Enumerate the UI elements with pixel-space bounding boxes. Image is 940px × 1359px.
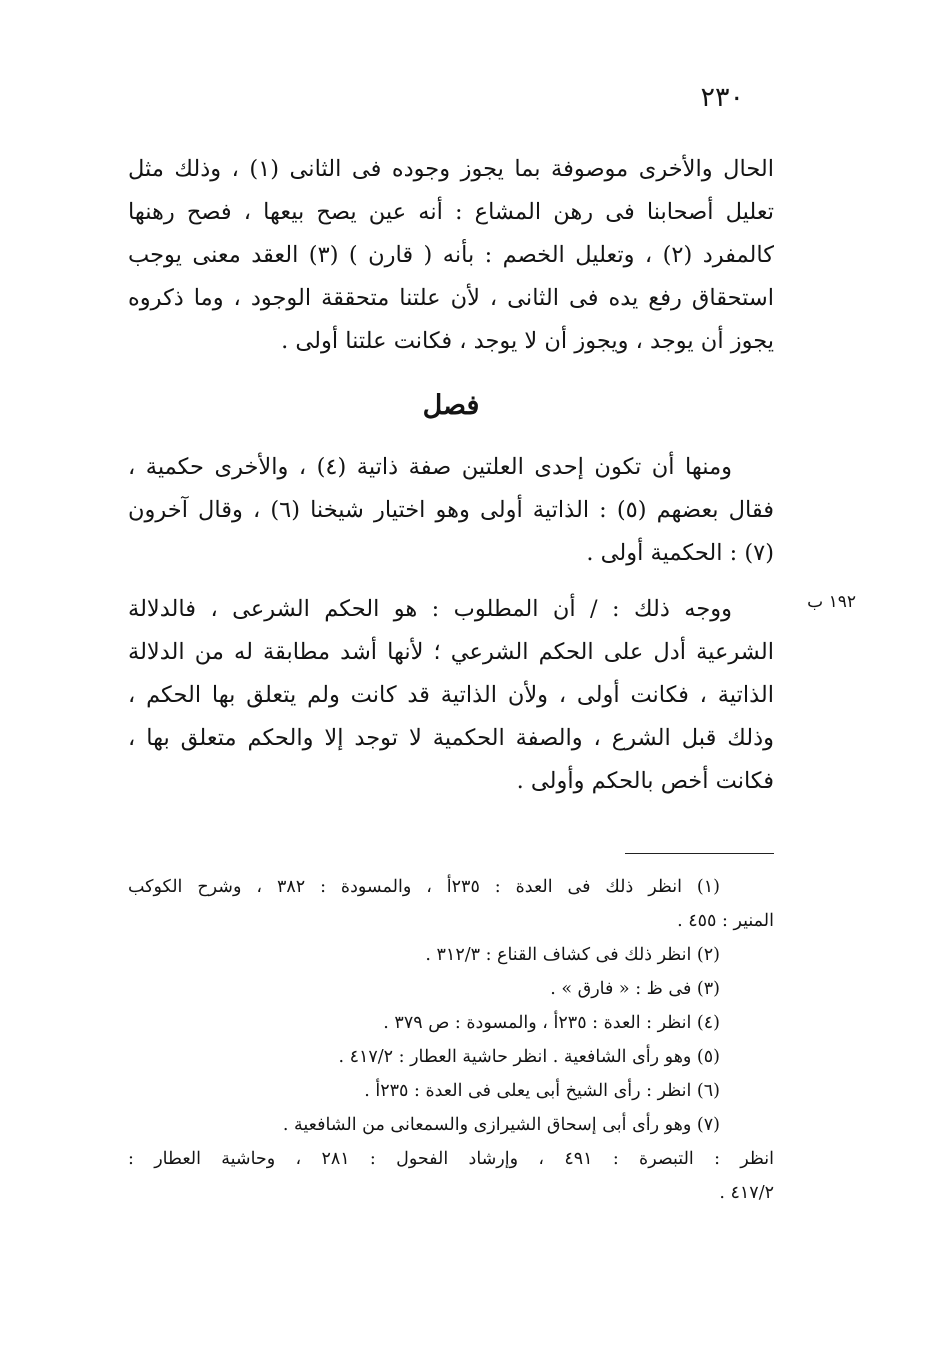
footnote-1 [128, 870, 774, 904]
footnote-5: (٥) وهو رأى الشافعية . انظر حاشية العطار : ٤١٧/٢ . [338, 1047, 720, 1067]
paragraph-2 [128, 446, 774, 575]
footnote-4: (٤) انظر : العدة : ٢٣٥أ ، والمسودة : ص ٣٧٩ . [383, 1013, 720, 1033]
page-number: ٢٣٠ [700, 82, 744, 113]
paragraph-3 [128, 588, 774, 803]
footnote-7: (٧) وهو رأى أبى إسحاق الشيرازى والسمعانى من الشافعية . [282, 1115, 720, 1135]
footnotes [128, 870, 774, 1210]
footnote-3: (٣) فى ظ : « فارق » . [550, 979, 720, 999]
margin-folio-note: ١٩٢ ب [807, 592, 856, 612]
footnote-7-continuation-1 [128, 1142, 774, 1176]
footnote-separator [625, 853, 774, 854]
footnote-6: (٦) انظر : رأى الشيخ أبى يعلى فى العدة : ٢٣٥أ . [364, 1081, 720, 1101]
footnote-1-line-2: المنير : ٤٥٥ . [677, 911, 774, 931]
footnote-1-line-1: (١) انظر ذلك فى العدة : ٢٣٥أ ، والمسودة : ٣٨٢ ، وشرح الكوكب [128, 877, 720, 897]
paragraph-2-text: ومنها أن تكون إحدى العلتين صفة ذاتية (٤) ، والأخرى حكمية ، فقال بعضهم (٥) : الذاتية أولى وهو اختيار شيخنا (٦) ، وقال آخرون (٧) : الحكمية أولى . [128, 454, 774, 566]
paragraph-1 [128, 148, 774, 363]
footnote-7-continuation-1-text: انظر : التبصرة : ٤٩١ ، وإرشاد الفحول : ٢٨١ ، وحاشية العطار : [128, 1149, 775, 1169]
footnote-2: (٢) انظر ذلك فى كشاف القناع : ٣١٢/٣ . [425, 945, 720, 965]
section-heading: فصل [422, 390, 480, 421]
paragraph-1-text: الحال والأخرى موصوفة بما يجوز وجوده فى الثانى (١) ، وذلك مثل تعليل أصحابنا فى رهن المشاع : أنه عين يصح بيعها ، فصح رهنها كالمفرد (٢) ، وتعليل الخصم : بأنه ( قارن ) (٣) العقد معنى يوجب استحقاق رفع يده فى الثانى ، لأن علتنا متحققة الوجود ، وما ذكروه يجوز أن يوجد ، ويجوز أن لا يوجد ، فكانت علتنا أولى . [128, 156, 774, 354]
footnote-7-continuation-2: ٤١٧/٢ . [719, 1183, 774, 1203]
paragraph-3-text: ووجه ذلك : / أن المطلوب : هو الحكم الشرعى ، فالدلالة الشرعية أدل على الحكم الشرعي ؛ لأنها أشد مطابقة له من الدلالة الذاتية ، فكانت أولى ، ولأن الذاتية قد كانت ولم يتعلق بها الحكم ، وذلك قبل الشرع ، والصفة الحكمية لا توجد إلا والحكم متعلق بها ، فكانت أخص بالحكم وأولى . [128, 596, 774, 794]
